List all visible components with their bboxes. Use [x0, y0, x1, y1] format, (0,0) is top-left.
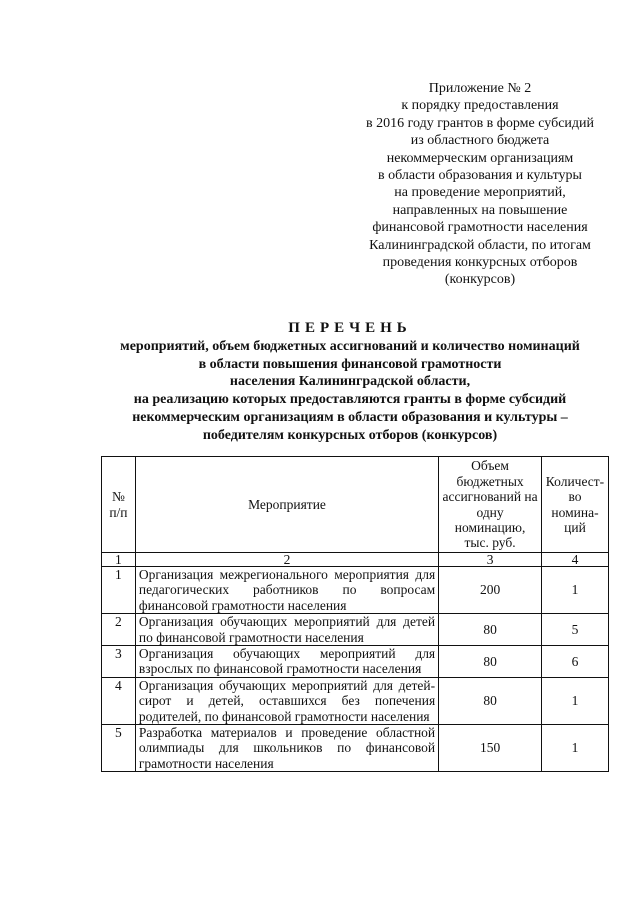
table-row: [102, 677, 609, 724]
column-number: 4: [541, 553, 608, 567]
header-num: № п/п: [102, 457, 136, 553]
row-event: Организация межрегионального мероприятия для педагогических работников по вопросам финансовой грамотности населения: [135, 567, 438, 614]
row-num: 3: [102, 646, 136, 678]
appendix-line: финансовой грамотности населения: [372, 220, 588, 236]
row-num: 2: [102, 614, 136, 646]
table-header-row: [102, 457, 609, 553]
row-budget: 150: [439, 725, 542, 772]
row-event: Организация обучающих мероприятий для детей по финансовой грамотности населения: [135, 614, 438, 646]
subtitle-line: в области повышения финансовой грамотности: [198, 356, 502, 372]
events-table: [101, 456, 609, 772]
subtitle-line: победителям конкурсных отборов (конкурсов): [202, 427, 498, 443]
row-num: 1: [102, 567, 136, 614]
row-count: 6: [541, 646, 608, 678]
column-number: 1: [102, 553, 136, 567]
subtitle-line: на реализацию которых предоставляются гранты в форме субсидий: [133, 392, 567, 408]
title-main: ПЕРЕЧЕНЬ: [288, 320, 412, 336]
appendix-line: в области образования и культуры: [378, 168, 582, 184]
row-count: 1: [541, 567, 608, 614]
appendix-line: в 2016 году грантов в форме субсидий: [365, 115, 595, 131]
appendix-line: из областного бюджета: [410, 133, 550, 149]
table-row: [102, 614, 609, 646]
appendix-line: (конкурсов): [444, 272, 516, 288]
subtitle-line: некоммерческим организациям в области образования и культуры –: [132, 409, 568, 425]
row-count: 1: [541, 725, 608, 772]
row-event: Разработка материалов и проведение областной олимпиады для школьников по финансовой грамотности населения: [135, 725, 438, 772]
appendix-header: [330, 80, 630, 289]
row-count: 1: [541, 677, 608, 724]
appendix-line: Калининградской области, по итогам: [369, 237, 591, 253]
row-event: Организация обучающих мероприятий для детей-сирот и детей, оставшихся без попечения родителей, по финансовой грамотности населения: [135, 677, 438, 724]
header-count: Количест-во номина-ций: [541, 457, 608, 553]
subtitle-line: мероприятий, объем бюджетных ассигнований и количество номинаций: [120, 339, 580, 354]
row-event: Организация обучающих мероприятий для взрослых по финансовой грамотности населения: [135, 646, 438, 678]
appendix-line: направленных на повышение: [392, 202, 568, 218]
document-title: [60, 318, 640, 444]
appendix-line: проведения конкурсных отборов: [382, 255, 578, 271]
column-number-row: [102, 553, 609, 567]
row-count: 5: [541, 614, 608, 646]
appendix-line: Приложение № 2: [428, 81, 532, 96]
appendix-line: к порядку предоставления: [401, 98, 559, 114]
header-budget: Объем бюджетных ассигнований на одну номинацию, тыс. руб.: [439, 457, 542, 553]
row-budget: 200: [439, 567, 542, 614]
table-row: [102, 567, 609, 614]
appendix-line: на проведение мероприятий,: [394, 185, 566, 201]
title-subtitle: [60, 338, 640, 444]
row-budget: 80: [439, 614, 542, 646]
table-row: [102, 646, 609, 678]
row-budget: 80: [439, 677, 542, 724]
subtitle-line: населения Калининградской области,: [229, 374, 471, 390]
row-budget: 80: [439, 646, 542, 678]
row-num: 4: [102, 677, 136, 724]
table-row: [102, 725, 609, 772]
appendix-line: некоммерческим организациям: [386, 150, 574, 166]
header-event: Мероприятие: [135, 457, 438, 553]
row-num: 5: [102, 725, 136, 772]
column-number: 3: [439, 553, 542, 567]
column-number: 2: [135, 553, 438, 567]
